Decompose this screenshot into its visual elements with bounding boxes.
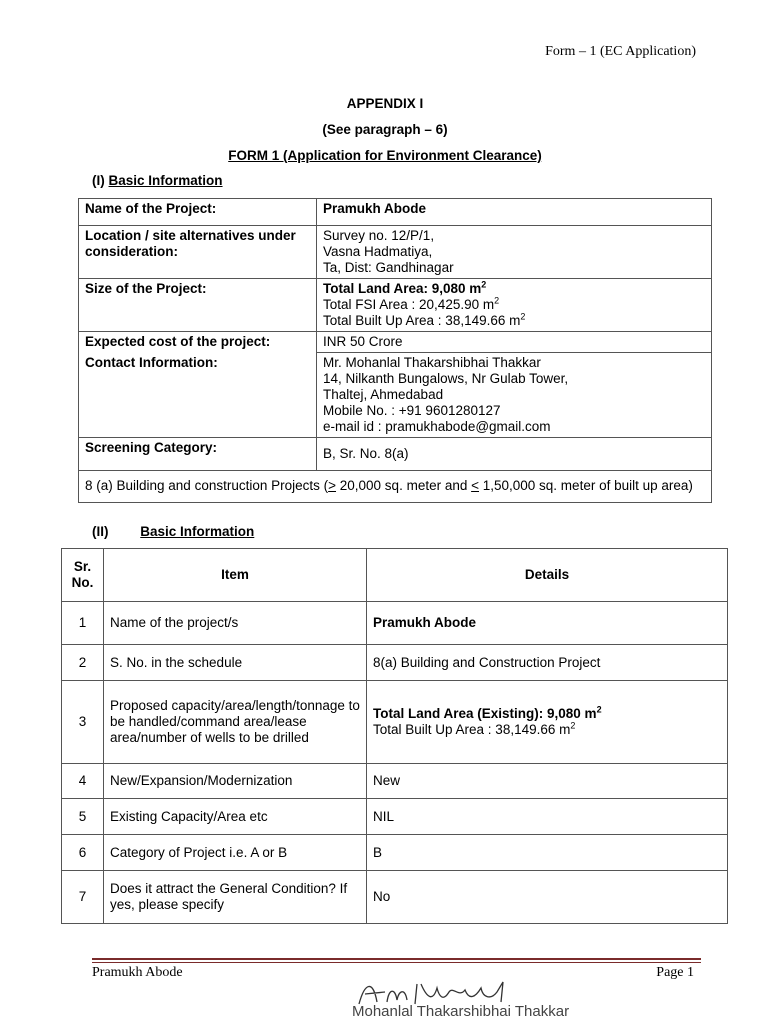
row-sr: 3 xyxy=(62,681,104,764)
contact-line: 14, Nilkanth Bungalows, Nr Gulab Tower, xyxy=(323,371,569,386)
project-name-value: Pramukh Abode xyxy=(317,199,712,226)
section2-heading xyxy=(92,524,254,539)
location-value xyxy=(317,226,712,279)
cost-label: Expected cost of the project: xyxy=(79,332,317,353)
form-reference: Form – 1 (EC Application) xyxy=(545,44,696,59)
row-details: No xyxy=(367,871,728,924)
cost-value: INR 50 Crore xyxy=(317,332,712,353)
row-sr: 4 xyxy=(62,764,104,799)
note-text: 1,50,000 sq. meter of built up area) xyxy=(479,478,693,493)
note-text: 20,000 sq. meter and xyxy=(336,478,472,493)
details-text: Total Built Up Area : 38,149.66 m xyxy=(373,722,571,737)
section1-number: (I) xyxy=(92,173,105,188)
land-area-text: Total Land Area: 9,080 m xyxy=(323,281,482,296)
contact-line: e-mail id : pramukhabode@gmail.com xyxy=(323,419,551,434)
details-text: Total Land Area (Existing): 9,080 m xyxy=(373,706,597,721)
table-row xyxy=(79,353,712,438)
table-row xyxy=(79,332,712,353)
category-note xyxy=(79,471,712,503)
table-header-row xyxy=(62,549,728,602)
details-table xyxy=(61,548,728,924)
table-row xyxy=(62,645,728,681)
header-item: Item xyxy=(104,549,367,602)
table-row xyxy=(62,799,728,835)
builtup-area xyxy=(323,313,705,329)
location-line: Survey no. 12/P/1, xyxy=(323,228,435,243)
header-details: Details xyxy=(367,549,728,602)
note-symbol: > xyxy=(328,478,337,493)
section1-heading xyxy=(92,173,223,188)
table-row xyxy=(79,279,712,332)
screening-label: Screening Category: xyxy=(79,438,317,471)
land-area-existing xyxy=(373,706,721,722)
row-sr: 1 xyxy=(62,602,104,645)
fsi-area-text: Total FSI Area : 20,425.90 m xyxy=(323,297,495,312)
superscript: 2 xyxy=(494,295,500,306)
table-row xyxy=(62,764,728,799)
superscript: 2 xyxy=(520,311,526,322)
row-details xyxy=(367,681,728,764)
signatory-name: Mohanlal Thakarshibhai Thakkar xyxy=(352,1003,570,1020)
table-row xyxy=(79,226,712,279)
form-title-text: FORM 1 (Application for Environment Clearance) xyxy=(228,148,542,163)
row-item: Does it attract the General Condition? If yes, please specify xyxy=(104,871,367,924)
section2-title: Basic Information xyxy=(140,524,255,539)
row-details: New xyxy=(367,764,728,799)
location-line: Ta, Dist: Gandhinagar xyxy=(323,260,454,275)
row-item: Category of Project i.e. A or B xyxy=(104,835,367,871)
contact-line: Thaltej, Ahmedabad xyxy=(323,387,444,402)
builtup-area-detail xyxy=(373,722,721,738)
table-row xyxy=(62,835,728,871)
footer-page-number: Page 1 xyxy=(656,965,694,980)
screening-value: B, Sr. No. 8(a) xyxy=(317,438,712,471)
table-row xyxy=(79,199,712,226)
land-area xyxy=(323,281,705,297)
table-row xyxy=(79,438,712,471)
project-name-label: Name of the Project: xyxy=(79,199,317,226)
table-row xyxy=(62,602,728,645)
form-title xyxy=(0,148,770,163)
location-label: Location / site alternatives under consideration: xyxy=(79,226,317,279)
note-text: 8 (a) Building and construction Projects ( xyxy=(85,478,329,493)
row-details: B xyxy=(367,835,728,871)
row-sr: 5 xyxy=(62,799,104,835)
row-sr: 7 xyxy=(62,871,104,924)
row-item: Name of the project/s xyxy=(104,602,367,645)
footer-divider xyxy=(92,962,701,963)
superscript: 2 xyxy=(570,720,576,731)
section1-title: Basic Information xyxy=(108,173,223,188)
fsi-area xyxy=(323,297,705,313)
table-row xyxy=(79,471,712,503)
paragraph-reference: (See paragraph – 6) xyxy=(322,122,448,137)
table-row xyxy=(62,871,728,924)
superscript: 2 xyxy=(481,279,487,290)
size-value xyxy=(317,279,712,332)
section2-number: (II) xyxy=(92,524,109,539)
footer-divider xyxy=(92,958,701,960)
row-item: S. No. in the schedule xyxy=(104,645,367,681)
superscript: 2 xyxy=(596,704,602,715)
contact-label: Contact Information: xyxy=(79,353,317,438)
header-sr-no: Sr. No. xyxy=(62,549,104,602)
basic-info-table xyxy=(78,198,712,503)
row-sr: 6 xyxy=(62,835,104,871)
row-details: Pramukh Abode xyxy=(367,602,728,645)
row-item: Proposed capacity/area/length/tonnage to be handled/command area/lease area/number of wells to be drilled xyxy=(104,681,367,764)
size-label: Size of the Project: xyxy=(79,279,317,332)
row-item: New/Expansion/Modernization xyxy=(104,764,367,799)
note-symbol: < xyxy=(471,478,479,493)
appendix-heading: APPENDIX I xyxy=(346,96,424,111)
row-details: 8(a) Building and Construction Project xyxy=(367,645,728,681)
row-sr: 2 xyxy=(62,645,104,681)
contact-line: Mobile No. : +91 9601280127 xyxy=(323,403,501,418)
contact-value xyxy=(317,353,712,438)
footer-project-name: Pramukh Abode xyxy=(92,965,183,980)
row-details: NIL xyxy=(367,799,728,835)
table-row xyxy=(62,681,728,764)
builtup-area-text: Total Built Up Area : 38,149.66 m xyxy=(323,313,521,328)
location-line: Vasna Hadmatiya, xyxy=(323,244,433,259)
contact-line: Mr. Mohanlal Thakarshibhai Thakkar xyxy=(323,355,541,370)
row-item: Existing Capacity/Area etc xyxy=(104,799,367,835)
